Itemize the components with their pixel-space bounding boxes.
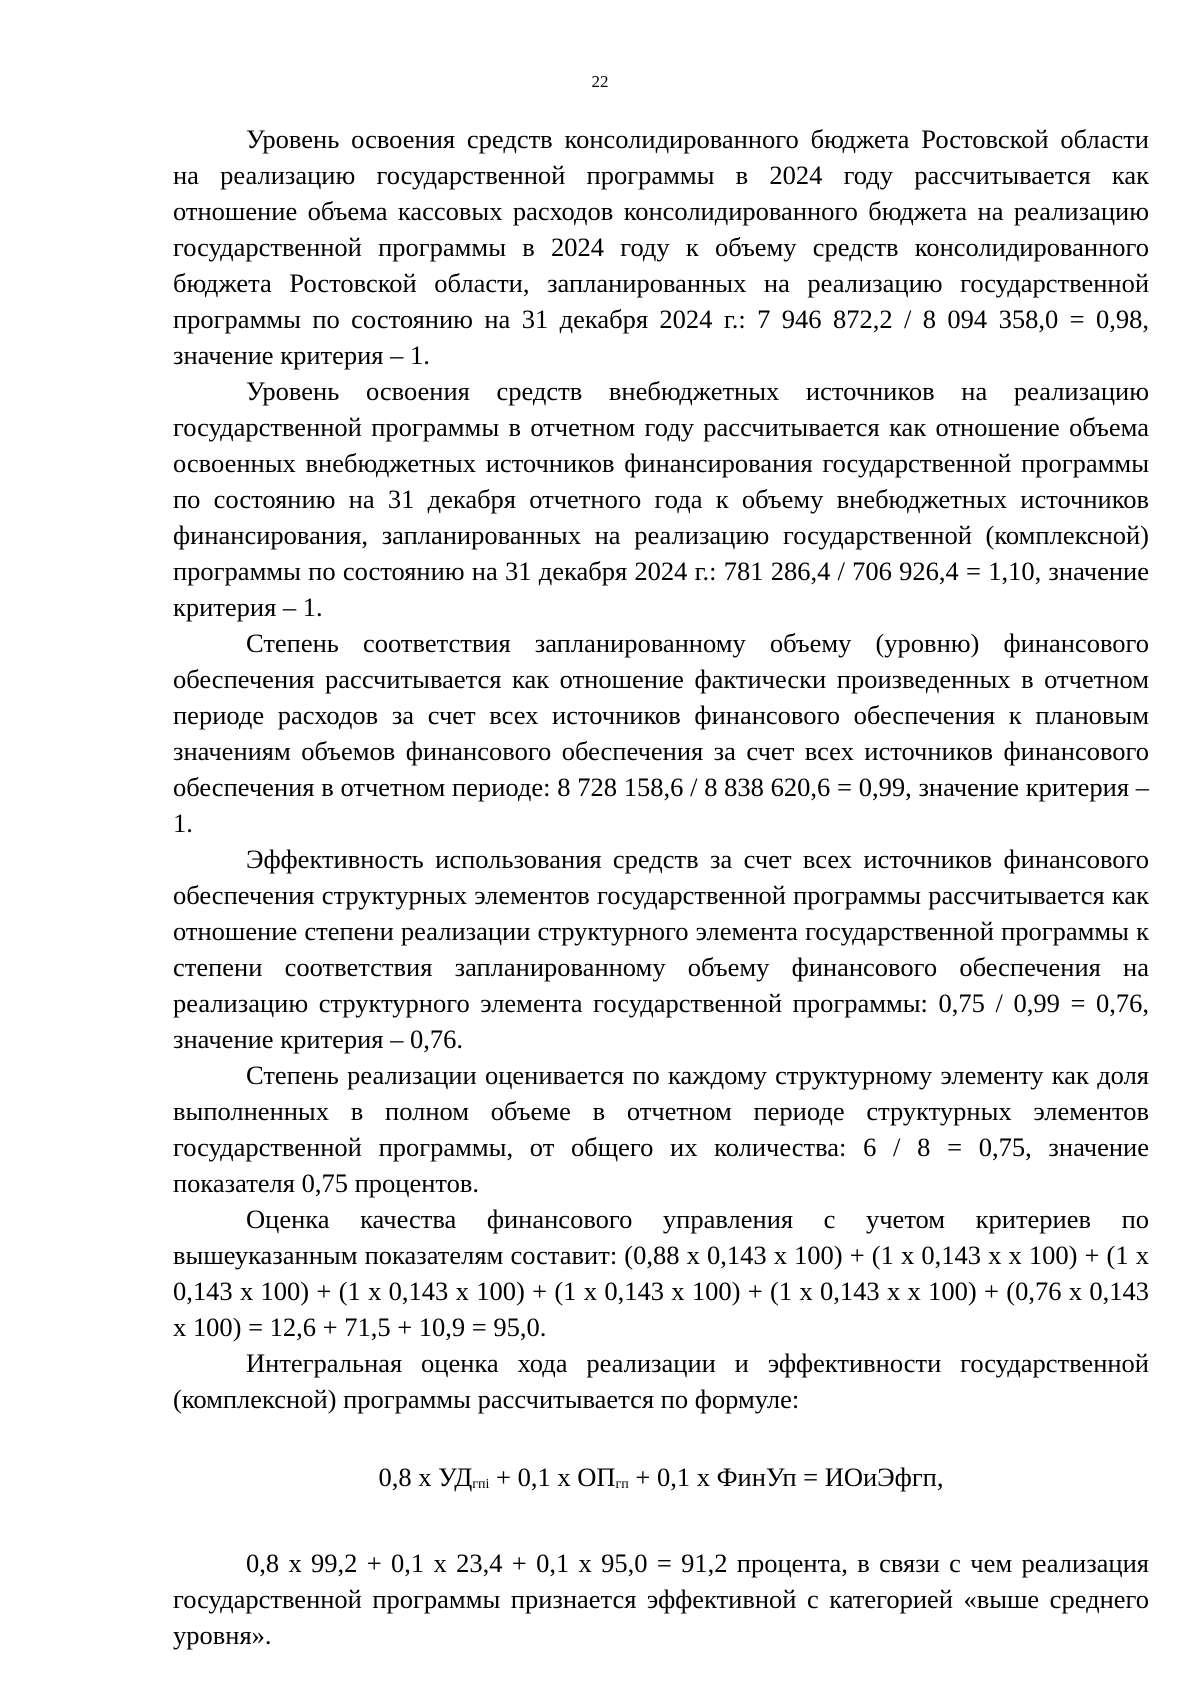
paragraph-implementation-degree: Степень реализации оценивается по каждому структурному элементу как доля выполненных в полном объеме в отчетном периоде структурных элементов государственной программы, от общего их количества: 6 / 8 = 0,75, значение показателя 0,75 процентов. <box>173 1060 1149 1198</box>
paragraph-extrabudgetary-utilization: Уровень освоения средств внебюджетных источников на реализацию государственной программы в отчетном году рассчитывается как отношение объема освоенных внебюджетных источников финансирования государственной программы по состоянию на 31 декабря отчетного года к объему внебюджетных источников финансирования, запланированных на реализацию государственной (комплексной) программы по состоянию на 31 декабря 2024 г.: 781 286,4 / 706 926,4 = 1,10, значение критерия – 1. <box>173 376 1149 622</box>
document-body <box>173 121 1149 1653</box>
paragraph-conclusion: 0,8 х 99,2 + 0,1 х 23,4 + 0,1 х 95,0 = 91,2 процента, в связи с чем реализация государственной программы признается эффективной с категорией «выше среднего уровня». <box>173 1548 1149 1650</box>
paragraph-budget-utilization: Уровень освоения средств консолидированного бюджета Ростовской области на реализацию государственной программы в 2024 году рассчитывается как отношение объема кассовых расходов консолидированного бюджета на реализацию государственной программы в 2024 году к объему средств консолидированного бюджета Ростовской области, запланированных на реализацию государственной программы по состоянию на 31 декабря 2024 г.: 7 946 872,2 / 8 094 358,0 = 0,98, значение критерия – 1. <box>173 124 1149 370</box>
paragraph-integral-assessment: Интегральная оценка хода реализации и эффективности государственной (комплексной) программы рассчитывается по формуле: <box>173 1348 1149 1414</box>
paragraph-funding-compliance: Степень соответствия запланированному объему (уровню) финансового обеспечения рассчитывается как отношение фактически произведенных в отчетном периоде расходов за счет всех источников финансового обеспечения к плановым значениям объемов финансового обеспечения за счет всех источников финансового обеспечения в отчетном периоде: 8 728 158,6 / 8 838 620,6 = 0,99, значение критерия – 1. <box>173 628 1149 838</box>
formula-part-3: + 0,1 х ФинУп = ИОиЭфгп, <box>628 1462 944 1492</box>
formula-part-1: 0,8 х УД <box>378 1462 473 1492</box>
formula-part-2: + 0,1 х ОП <box>489 1462 616 1492</box>
paragraph-funds-efficiency: Эффективность использования средств за счет всех источников финансового обеспечения структурных элементов государственной программы рассчитывается как отношение степени реализации структурного элемента государственной программы к степени соответствия запланированному объему финансового обеспечения на реализацию структурного элемента государственной программы: 0,75 / 0,99 = 0,76, значение критерия – 0,76. <box>173 844 1149 1054</box>
formula-subscript-1: гпi <box>472 1477 490 1492</box>
formula <box>173 1459 1149 1503</box>
page-number: 22 <box>591 72 609 91</box>
formula-subscript-2: гп <box>615 1477 629 1492</box>
paragraph-financial-management: Оценка качества финансового управления с учетом критериев по вышеуказанным показателям составит: (0,88 х 0,143 х 100) + (1 х 0,143 х х 100) + (1 х 0,143 х 100) + (1 х 0,143 х 100) + (1 х 0,143 х 100) + (1 х 0,143 х х 100) + (0,76 х 0,143 х 100) = 12,6 + 71,5 + 10,9 = 95,0. <box>173 1204 1149 1342</box>
